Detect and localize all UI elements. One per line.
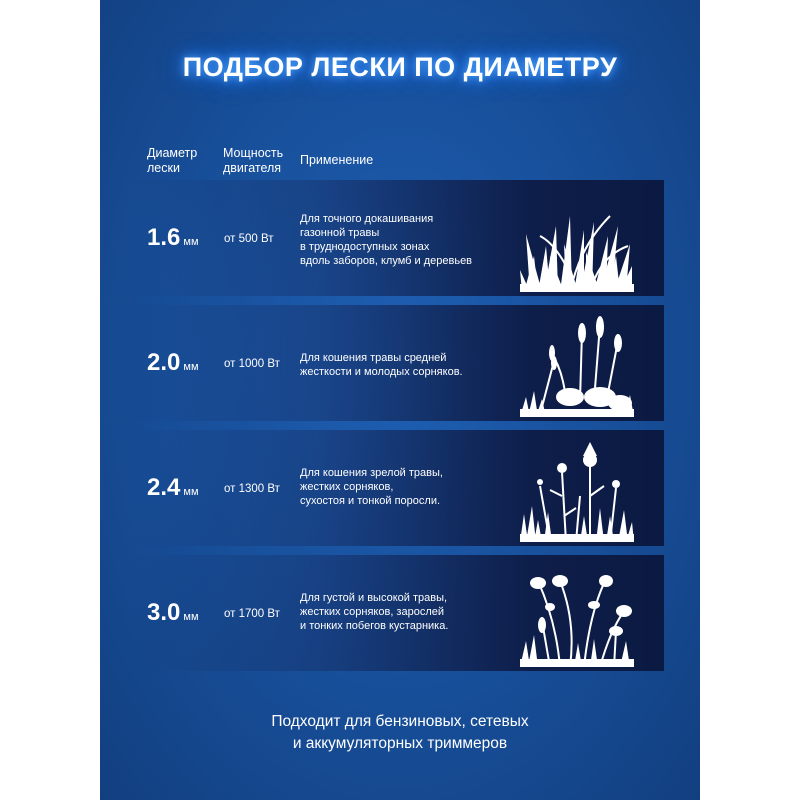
footer-note: Подходит для бензиновых, сетевых и аккумуляторных триммеров (271, 713, 529, 752)
header-power: Мощность двигателя (223, 146, 284, 175)
page-title: ПОДБОР ЛЕСКИ ПО ДИАМЕТРУ (182, 52, 618, 82)
diameter-value: 3.0 мм (147, 599, 199, 626)
header-diameter: Диаметр лески (147, 146, 198, 175)
infographic-panel (100, 0, 700, 800)
row-1-6mm (132, 180, 664, 296)
thistle-weeds-icon (520, 436, 634, 542)
power-value: от 500 Вт (224, 233, 274, 245)
power-value: от 1000 Вт (224, 358, 280, 370)
diameter-value: 1.6 мм (147, 224, 199, 251)
short-grass-icon (520, 186, 634, 292)
diameter-value: 2.0 мм (147, 349, 199, 376)
usage-description: Для кошения зрелой травы, жестких сорняков, сухостоя и тонкой поросли. (300, 467, 443, 507)
medium-weeds-icon (520, 311, 634, 417)
usage-description: Для густой и высокой травы, жестких сорняков, зарослей и тонких побегов кустарника. (300, 592, 449, 632)
row-2-0mm (132, 305, 664, 421)
power-value: от 1300 Вт (224, 483, 280, 495)
row-2-4mm (132, 430, 664, 546)
usage-description: Для точного докашивания газонной травы в труднодоступных зонах вдоль заборов, клумб и деревьев (300, 213, 473, 267)
diameter-value: 2.4 мм (147, 474, 199, 501)
shrub-thicket-icon (520, 561, 634, 667)
header-usage: Применение (300, 153, 374, 167)
power-value: от 1700 Вт (224, 608, 280, 620)
row-3-0mm (132, 555, 664, 671)
usage-description: Для кошения травы средней жесткости и молодых сорняков. (300, 352, 463, 378)
